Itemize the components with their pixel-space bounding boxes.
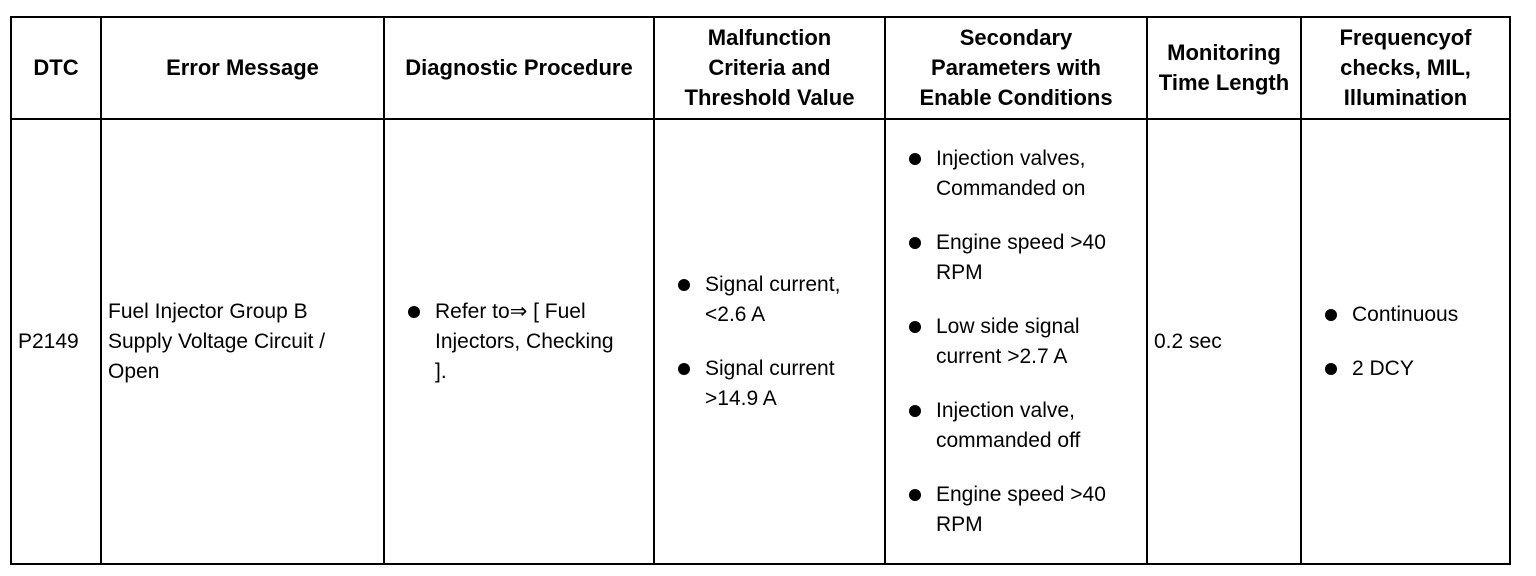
list-item: Signal current >14.9 A <box>673 354 878 414</box>
list-item: Engine speed >40 RPM <box>904 228 1118 288</box>
secondary-parameters-list <box>904 144 1118 540</box>
cell-dtc: P2149 <box>11 119 101 564</box>
header-frequency-text: Frequencyof checks, MIL, Illumination <box>1339 25 1472 110</box>
cell-malfunction-criteria <box>654 119 885 564</box>
header-row <box>11 17 1510 119</box>
list-item: Injection valve, commanded off <box>904 396 1118 456</box>
header-malfunction-criteria <box>654 17 885 119</box>
table-row <box>11 119 1510 564</box>
list-item: Signal current, <2.6 A <box>673 270 878 330</box>
list-item: Engine speed >40 RPM <box>904 480 1118 540</box>
header-monitoring-time <box>1147 17 1301 119</box>
table-header <box>11 17 1510 119</box>
table-body <box>11 119 1510 564</box>
header-diagnostic-procedure: Diagnostic Procedure <box>384 17 654 119</box>
cell-frequency <box>1301 119 1510 564</box>
list-item: Continuous <box>1320 300 1503 330</box>
malfunction-criteria-list <box>673 270 878 414</box>
dtc-table <box>10 16 1511 565</box>
cell-error-message <box>101 119 384 564</box>
list-item: Refer to⇒ [ Fuel Injectors, Checking ]. <box>403 297 631 387</box>
list-item: 2 DCY <box>1320 354 1503 384</box>
header-frequency <box>1301 17 1510 119</box>
error-message-text: Fuel Injector Group B Supply Voltage Circuit / Open <box>108 299 326 383</box>
header-secondary-parameters <box>885 17 1147 119</box>
list-item: Low side signal current >2.7 A <box>904 312 1118 372</box>
header-monitoring-time-text: Monitoring Time Length <box>1158 40 1290 95</box>
cell-diagnostic-procedure <box>384 119 654 564</box>
header-error-message: Error Message <box>101 17 384 119</box>
cell-monitoring-time: 0.2 sec <box>1147 119 1301 564</box>
frequency-list <box>1320 300 1503 384</box>
list-item: Injection valves, Commanded on <box>904 144 1118 204</box>
header-secondary-parameters-text: Secondary Parameters with Enable Conditions <box>919 25 1113 110</box>
diagnostic-procedure-list <box>403 297 631 387</box>
cell-secondary-parameters <box>885 119 1147 564</box>
header-malfunction-criteria-text: Malfunction Criteria and Threshold Value <box>684 25 855 110</box>
header-dtc: DTC <box>11 17 101 119</box>
